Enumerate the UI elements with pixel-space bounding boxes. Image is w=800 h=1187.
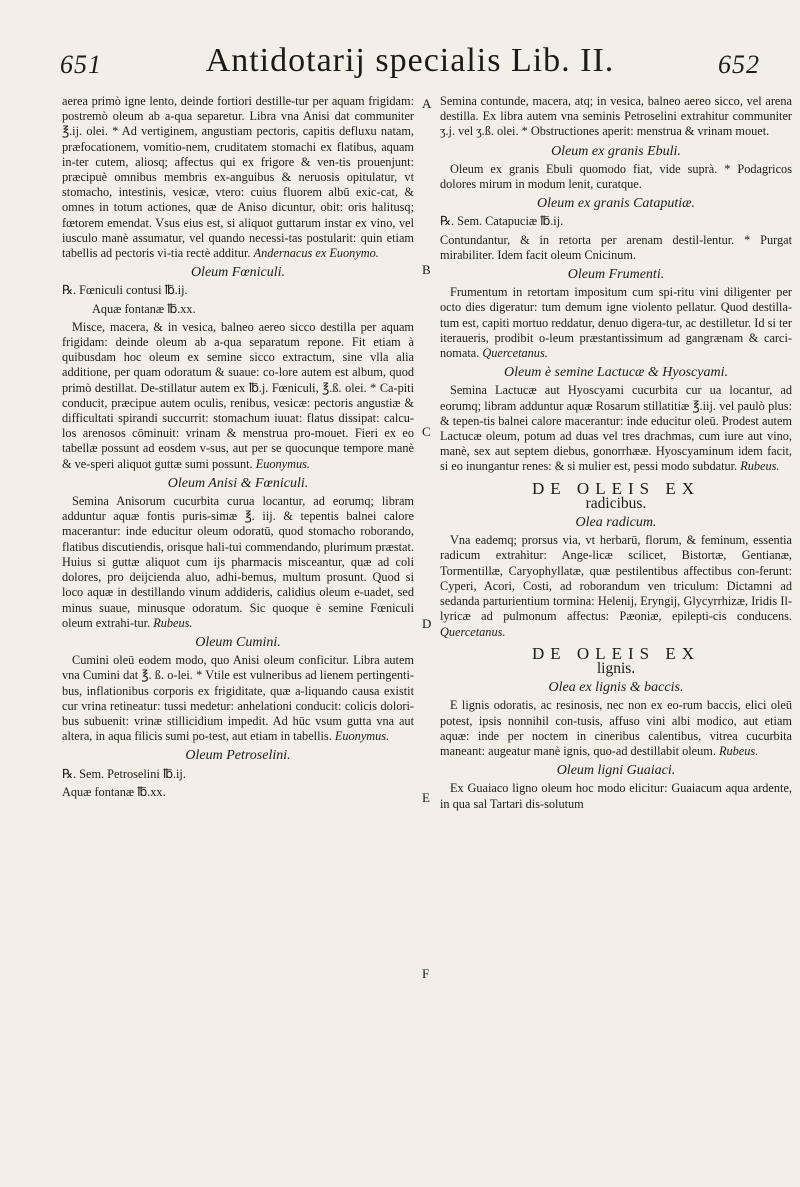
recipe-heading: Oleum Petroselini. — [185, 748, 291, 764]
recipe-heading: Oleum ligni Guaiaci. — [556, 763, 676, 779]
recipe-heading: Olea radicum. — [575, 515, 657, 531]
recipe-heading: Oleum ex granis Ebuli. — [551, 143, 681, 159]
running-title — [60, 42, 760, 80]
right-column — [440, 94, 792, 815]
page-number-right: 652 — [718, 50, 760, 79]
paragraph: Oleum ex granis Ebuli quomodo fiat, vide suprà. * Podagricos dolores mirum in modum lenit, curatque. — [440, 161, 792, 192]
recipe-heading: Oleum è semine Lactucæ & Hyoscyami. — [504, 365, 728, 381]
recipe-heading: Oleum Anisi & Fœniculi. — [167, 475, 309, 491]
author-citation: Andernacus ex Euonymo. — [253, 246, 379, 261]
paragraph — [440, 383, 792, 474]
recipe-line: ℞. Fœniculi contusi ℔.ij. — [62, 283, 188, 298]
margin-letter-a: A — [422, 96, 432, 111]
paragraph-text: Semina Lactucæ aut Hyoscyami cucurbita cur ua locantur, ad eorumq; libram adduntur aquæ Rosarum stillatitiæ ℥.iij. vel paulò plus: & tepen-tis balnei calore macerantur: inde educitur oleū. Prodest autem Lactucæ oleum, potum ad duas vel tres drachmas, cum iure aut vino, manè, sex aut septem diebus, gonorrhææ. Hyoscyaminum idem facit, si eo inungantur renes: & si mulier est, pessi modo subdatur. — [440, 383, 792, 474]
recipe-line: Aquæ fontanæ ℔.xx. — [62, 784, 166, 799]
recipe-heading: Oleum Frumenti. — [567, 267, 665, 283]
margin-letter-c: C — [422, 424, 431, 439]
paragraph — [62, 94, 414, 261]
author-citation: Rubeus. — [740, 459, 780, 474]
section-heading: DE OLEIS EX — [532, 478, 700, 498]
recipe-heading: Olea ex lignis & baccis. — [548, 680, 684, 696]
paragraph: Ex Guaiaco ligno oleum hoc modo elicitur: Guaiacum aqua ardente, in qua sal Tartari dis-solutum — [440, 781, 792, 811]
paragraph — [62, 653, 414, 744]
paragraph — [62, 494, 414, 631]
recipe-line: ℞. Sem. Catapuciæ ℔.ij. — [440, 214, 564, 229]
paragraph-text: Frumentum in retortam impositum cum spi-ritu vini diligenter per octo dies digeratur: tum demum igne violento pellatur. Quod destilla-tum est, capiti mortuo reddatur, denuo digera-tur, ac destilletur. Id si ter iteraueris, prodibit o-leum præstantissimum ad gangrænam & carci-nomata. — [440, 285, 792, 361]
margin-letter-f: F — [422, 966, 430, 981]
recipe-heading: Oleum Fœniculi. — [190, 265, 286, 281]
paragraph-text: aerea primò igne lento, deinde fortiori destille-tur per aquam frigidam: postremò oleum ab a-qua separetur. Libra vna Anisi dat communiter ℥.ij. olei. * Ad vertiginem, angustiam pectoris, capitis defluxu natam, præfocationem, vomitio-nem, cruditatem stomachi ex flatibus, aquam in-ter cutem, aliosq; affectus qui ex frigore & ven-tis prouenjunt: præcipuè omnibus membris ex-anguibus & neruosis opitulatur, vt stomacho, intestinis, vesicæ, vtero: cuius fluorem albū exic-cat, & omnes in totum actiones, quæ de Aniso dicuntur, obit: oris halitusq; fœtorem emendat. Vsus eius est, si aliquot guttarum instar ex vino, vel iusculo manè assumatur, vel quando necessi-tas postularit: quin etiam tabellis ad pectoris vi-tia rectè additur. — [62, 94, 414, 261]
author-citation: Quercetanus. — [440, 624, 506, 639]
paragraph: Contundantur, & in retorta per arenam destil-lentur. * Purgat mirabiliter. Idem facit oleum Cnicinum. — [440, 232, 792, 262]
section-heading: DE OLEIS EX — [532, 643, 700, 663]
section-subheading: radicibus. — [585, 494, 647, 512]
author-citation: Euonymus. — [334, 729, 390, 744]
author-citation: Rubeus. — [719, 743, 759, 758]
page-number-left: 651 — [60, 50, 102, 79]
recipe-heading: Oleum ex granis Cataputiæ. — [537, 196, 695, 212]
paragraph-text: Cumini oleū eodem modo, quo Anisi oleum conficitur. Libra autem vna Cumini dat ℥. ß. o-lei. * Vtile est vulneribus ad lienem pertingenti-bus, inflationibus corporis ex frigiditate, quæ a-liquando causa existit cur vrina retineatur: tussi medetur: anhelationi conducit: colicis dolori-bus subuenit: vrinæ stillicidium impedit. Ad hūc vsum gutta vna aut altera, in aqua filicis sumi po-test, aut etiam in tabellis. — [62, 653, 414, 744]
paragraph — [440, 698, 792, 759]
recipe-line: Aquæ fontanæ ℔.xx. — [92, 301, 196, 316]
running-title-part2: specialis Lib. II. — [365, 42, 615, 79]
paragraph — [440, 285, 792, 361]
margin-letter-e: E — [422, 790, 430, 805]
margin-letter-b: B — [422, 262, 431, 277]
paragraph-text: Misce, macera, & in vesica, balneo aereo sicco destilla per aquam frigidam: deinde oleum ab a-qua separatum repone. Fit etiam à quibusdam hoc oleum ex semine sicco extractum, sine vlla alia additione, per quam odoratum & suaue: co-lore autem est album, quod primò destillat. De-stillatur autem ex ℔.j. Fœniculi, ℥.ß. olei. * Ca-piti conducit, præcipue autem oculis, renibus, vesicæ: pectoris angustiæ & difficultati spirandi succurrit: stomachum iuuat: flatus dissipat: calcu-los arenosos cōminuit: vrinam & menstrua pro-mouet. Fieri ex eo tabellæ possunt ad eosdem v-sus, aut per se quocunque tempore manè & ve-speri aliquot guttæ sumi possunt. — [62, 319, 414, 471]
author-citation: Quercetanus. — [482, 346, 548, 361]
page-header — [60, 42, 760, 86]
left-column — [62, 94, 414, 803]
paragraph-text: E lignis odoratis, ac resinosis, nec non ex eo-rum baccis, elici oleū potest, ipsis nonnihil con-tusis, affuso vini albi modico, aut etiam aquæ: inde per noctem in cineribus calentibus, vitrea cucurbita maneant: augeatur manè ignis, quo-ad destillabit oleum. — [440, 698, 792, 758]
author-citation: Euonymus. — [255, 456, 310, 471]
running-title-part1: Antidotarij — [205, 42, 366, 79]
section-subheading: lignis. — [596, 659, 636, 677]
paragraph-text: Vna eademq; prorsus via, vt herbarū, florum, & feminum, essentia radicum extrahitur: Ange-licæ scilicet, Bistortæ, Gentianæ, Tormentillæ, Caryophyllatæ, quæ pestilentibus affectibus con-ferunt: Cyperi, Acori, Costi, ad roborandum ven triculum: Dictamni ad sedanda parturientium tormina: Helenij, Eryngij, Glycyrrhizæ, Iridis Il-lyricæ ad pulmonum affectus: Pæoniæ, epilepti-cis conducens. — [440, 533, 792, 624]
author-citation: Rubeus. — [153, 615, 193, 630]
paragraph — [62, 320, 414, 472]
paragraph — [440, 533, 792, 639]
recipe-heading: Oleum Cumini. — [195, 634, 281, 650]
paragraph: Semina contunde, macera, atq; in vesica, balneo aereo sicco, vel arena destilla. Ex libra autem vna seminis Petroselini extrahitur communiter ʒ.j. vel ʒ.ß. olei. * Obstructiones aperit: menstrua & vrinam mouet. — [440, 94, 792, 139]
paragraph-text: Semina Anisorum cucurbita curua locantur, ad eorumq; libram adduntur aquæ fontis puris-simæ ℥. iij. & tepentis balnei calore macerantur: inde educitur oleum odoratū, quod stomacho roborando, flatibus discutiendis, orisque hali-tui commendando, plurimum præstat. Huius si guttæ aliquot cum ijs pharmacis misceantur, quæ ad coli dolores, pro deijcienda aluo, adhi-bemus, multum prosunt. Quod si loco aquæ in destillando vinum addideris, calidius oleum e-uadet, sed minus suaue, minusque odoratum. Sic quoque è semine Fœniculi oleum extrahi-tur. — [62, 494, 414, 630]
margin-letter-d: D — [422, 616, 432, 631]
recipe-line: ℞. Sem. Petroselini ℔.ij. — [62, 766, 186, 781]
